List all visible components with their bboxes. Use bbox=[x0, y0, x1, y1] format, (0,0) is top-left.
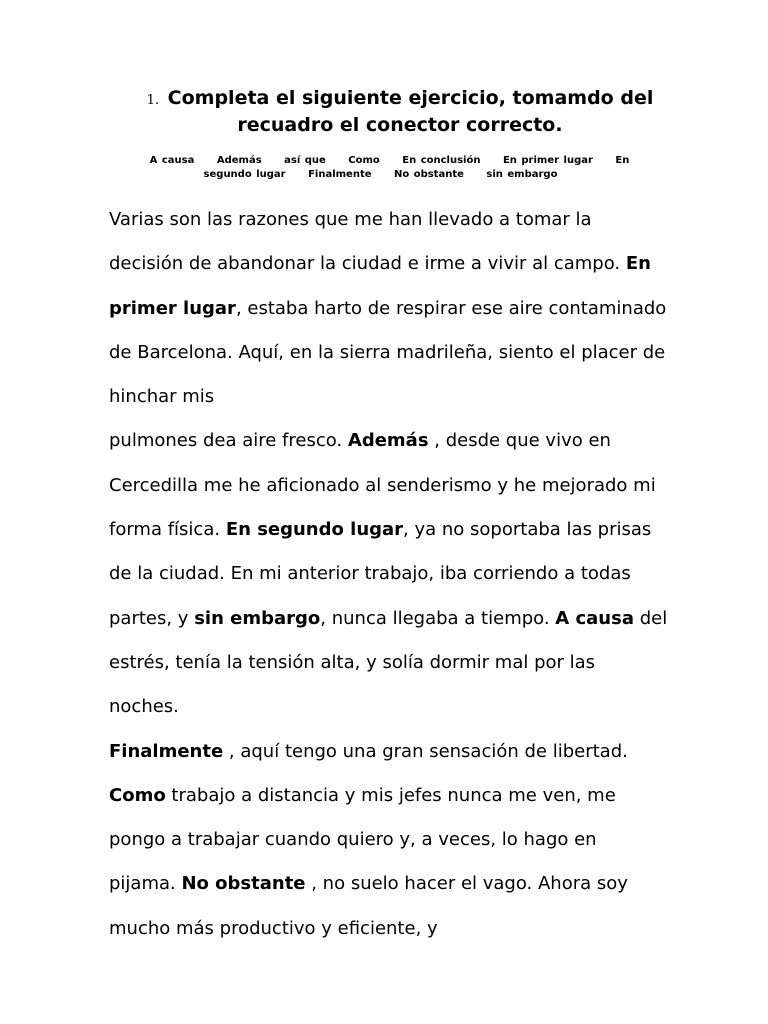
connector-item: En conclusión bbox=[402, 155, 481, 166]
connector-item: Finalmente bbox=[308, 169, 372, 180]
connector-item: En segundo lugar bbox=[203, 155, 630, 180]
connector-answer: Además bbox=[347, 430, 429, 452]
paragraph-text: , nunca llegaba a tiempo. bbox=[320, 607, 556, 629]
connector-item: sin embargo bbox=[486, 169, 558, 180]
paragraph-text: , no suelo hacer el vago. Ahora soy mucho más productivo y eficiente, y bbox=[109, 873, 628, 939]
connector-answer: En primer lugar bbox=[109, 253, 651, 319]
paragraph-text: del estrés, tenía la tensión alta, y solía dormir mal por las noches. bbox=[109, 607, 668, 718]
connector-item: Como bbox=[348, 155, 380, 166]
paragraph-text: Varias son las razones que me han llevado a tomar la decisión de abandonar la ciudad e irme a vivir al campo. bbox=[109, 209, 626, 275]
connector-item: No obstante bbox=[393, 169, 464, 180]
exercise-number: 1. bbox=[146, 93, 160, 108]
exercise-title: Completa el siguiente ejercicio, tomamdo del recuadro el conector correcto. bbox=[167, 87, 654, 136]
paragraph-text: pulmones dea aire fresco. bbox=[109, 430, 348, 452]
connector-item: Además bbox=[216, 155, 262, 166]
connector-item: A causa bbox=[149, 155, 195, 166]
paragraph-text: , aquí tengo una gran sensación de libertad. bbox=[223, 740, 628, 762]
paragraph-text: , estaba harto de respirar ese aire contaminado de Barcelona. Aquí, en la sierra madrileña, siento el placer de hinchar mis bbox=[109, 297, 667, 408]
paragraph-text: trabajo a distancia y mis jefes nunca me ven, me pongo a trabajar cuando quiero y, a veces, lo hago en pijama. bbox=[109, 784, 616, 895]
connector-item: En primer lugar bbox=[502, 155, 593, 166]
paragraph-text: , ya no soportaba las prisas de la ciudad. En mi anterior trabajo, iba corriendo a todas partes, y bbox=[109, 519, 652, 629]
connector-answer: sin embargo bbox=[194, 607, 321, 629]
connector-item: así que bbox=[284, 155, 326, 166]
connector-answer: En segundo lugar bbox=[225, 519, 404, 541]
connector-answer: A causa bbox=[555, 607, 634, 629]
connector-answer: No obstante bbox=[181, 873, 306, 895]
connector-answer: Como bbox=[109, 784, 166, 806]
connector-answer: Finalmente bbox=[109, 740, 224, 762]
exercise-heading bbox=[100, 86, 700, 137]
paragraph-text: , desde que vivo en Cercedilla me he aficionado al senderismo y he mejorado mi forma física. bbox=[109, 430, 656, 541]
connector-box bbox=[120, 154, 650, 182]
exercise-paragraph bbox=[109, 198, 669, 951]
